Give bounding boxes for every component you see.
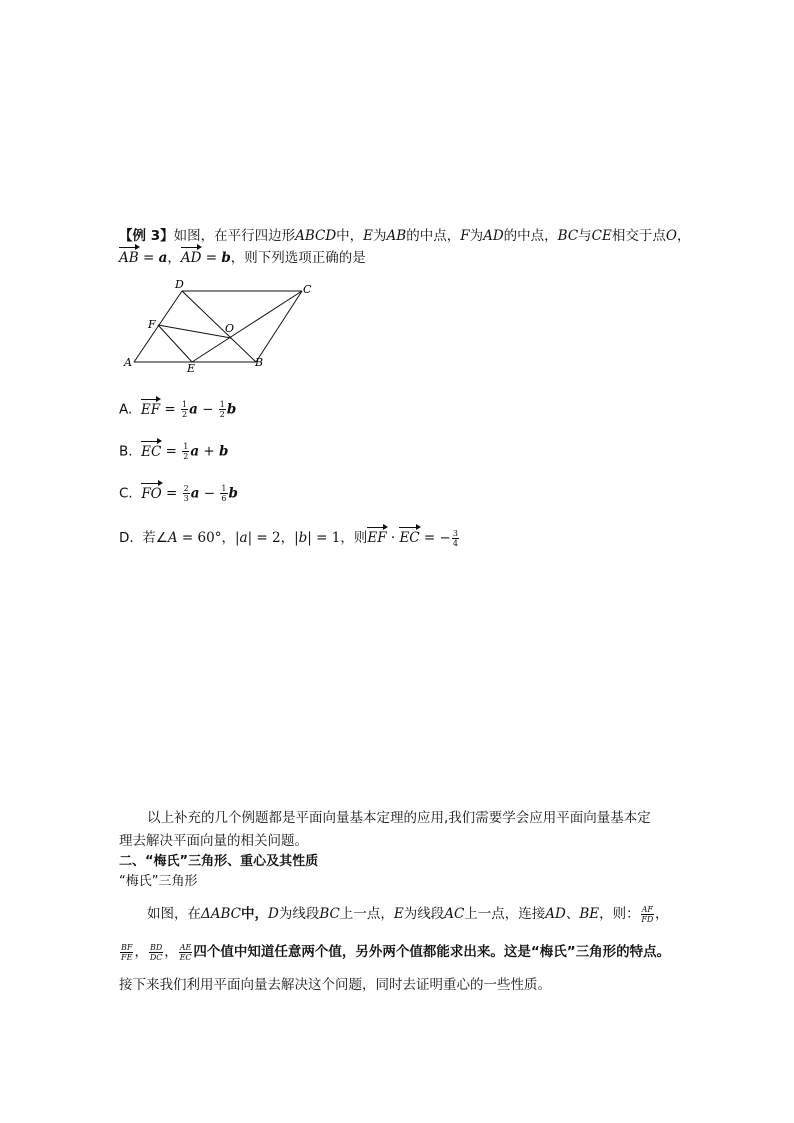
vector-ab: AB xyxy=(119,250,139,266)
fraction-ae-ec: $\frac{AE}{EC}$ xyxy=(179,942,192,962)
fraction: $\frac{1}{2}$ xyxy=(219,400,225,419)
fraction-af-fd: $\frac{AF}{FD}$ xyxy=(641,904,654,924)
label-o: O xyxy=(225,322,235,335)
label-d: D xyxy=(175,278,184,291)
fraction: $\frac{3}{4}$ xyxy=(452,528,458,548)
fraction-bd-dc: $\frac{BD}{DC}$ xyxy=(149,942,163,962)
example-tag: 【例 3】 xyxy=(119,228,174,244)
vector-fo: FO xyxy=(141,485,162,502)
summary-line-2: 理去解决平面向量的相关问题。 xyxy=(119,833,308,849)
summary-line-1: 以上补充的几个例题都是平面向量基本定理的应用,我们需要学会应用平面向量基本定 xyxy=(147,810,651,826)
diagonal-bd xyxy=(182,291,256,362)
option-d: D. 若∠A = 60°，|a| = 2，|b| = 1，则EF · EC = − $\frac{3}{4}$ xyxy=(119,528,458,548)
menelaus-line-1: 如图，在ΔABC中，D为线段BC上一点，E为线段AC上一点，连接AD、BE，则： $\frac{AF}{FD}$ ， xyxy=(147,904,669,924)
label-f: F xyxy=(148,318,156,331)
menelaus-line-3: 接下来我们利用平面向量去解决这个问题，同时去证明重心的一些性质。 xyxy=(119,977,551,993)
label-c: C xyxy=(303,283,312,296)
section-heading: 二、“梅氏”三角形、重心及其性质 xyxy=(119,854,319,869)
section-subheading: “梅氏”三角形 xyxy=(119,874,198,889)
vector-ef: EF xyxy=(367,530,387,546)
fraction: $\frac{1}{2}$ xyxy=(182,400,188,419)
option-c: C. FO = $\frac{2}{3}$ a − $\frac{1}{6}$ b xyxy=(119,484,238,503)
vector-ec: EC xyxy=(141,443,162,460)
vector-ad: AD xyxy=(180,250,202,266)
label-e: E xyxy=(187,362,196,374)
fraction-bf-fe: $\frac{BF}{FE}$ xyxy=(121,942,133,962)
parallelogram-figure xyxy=(118,274,328,374)
edge-ad xyxy=(134,291,182,362)
fraction: $\frac{1}{2}$ xyxy=(183,442,189,461)
vector-ef: EF xyxy=(140,401,161,418)
label-a: A xyxy=(124,356,132,369)
edge-bc xyxy=(256,291,302,362)
fraction: $\frac{2}{3}$ xyxy=(183,484,189,503)
example-line-2: AB = a，AD = b，则下列选项正确的是 xyxy=(119,250,366,266)
option-b: B. EC = $\frac{1}{2}$ a + b xyxy=(119,442,229,461)
segment-ec xyxy=(192,291,302,362)
example-line-1: 【例 3】如图，在平行四边形ABCD中，E为AB的中点，F为AD的中点，BC与CE相交于点O， xyxy=(119,228,691,244)
fraction: $\frac{1}{6}$ xyxy=(221,484,227,503)
vector-ec: EC xyxy=(399,530,420,546)
label-b: B xyxy=(255,356,264,369)
option-a: A. EF = $\frac{1}{2}$ a − $\frac{1}{2}$ b xyxy=(119,400,237,419)
menelaus-line-2: $\frac{BF}{FE}$ ， $\frac{BD}{DC}$ ， $\frac{AE}{EC}$ 四个值中知道任意两个值，另外两个值都能求出来。这是“梅氏”三角形的特点。 xyxy=(121,942,671,962)
